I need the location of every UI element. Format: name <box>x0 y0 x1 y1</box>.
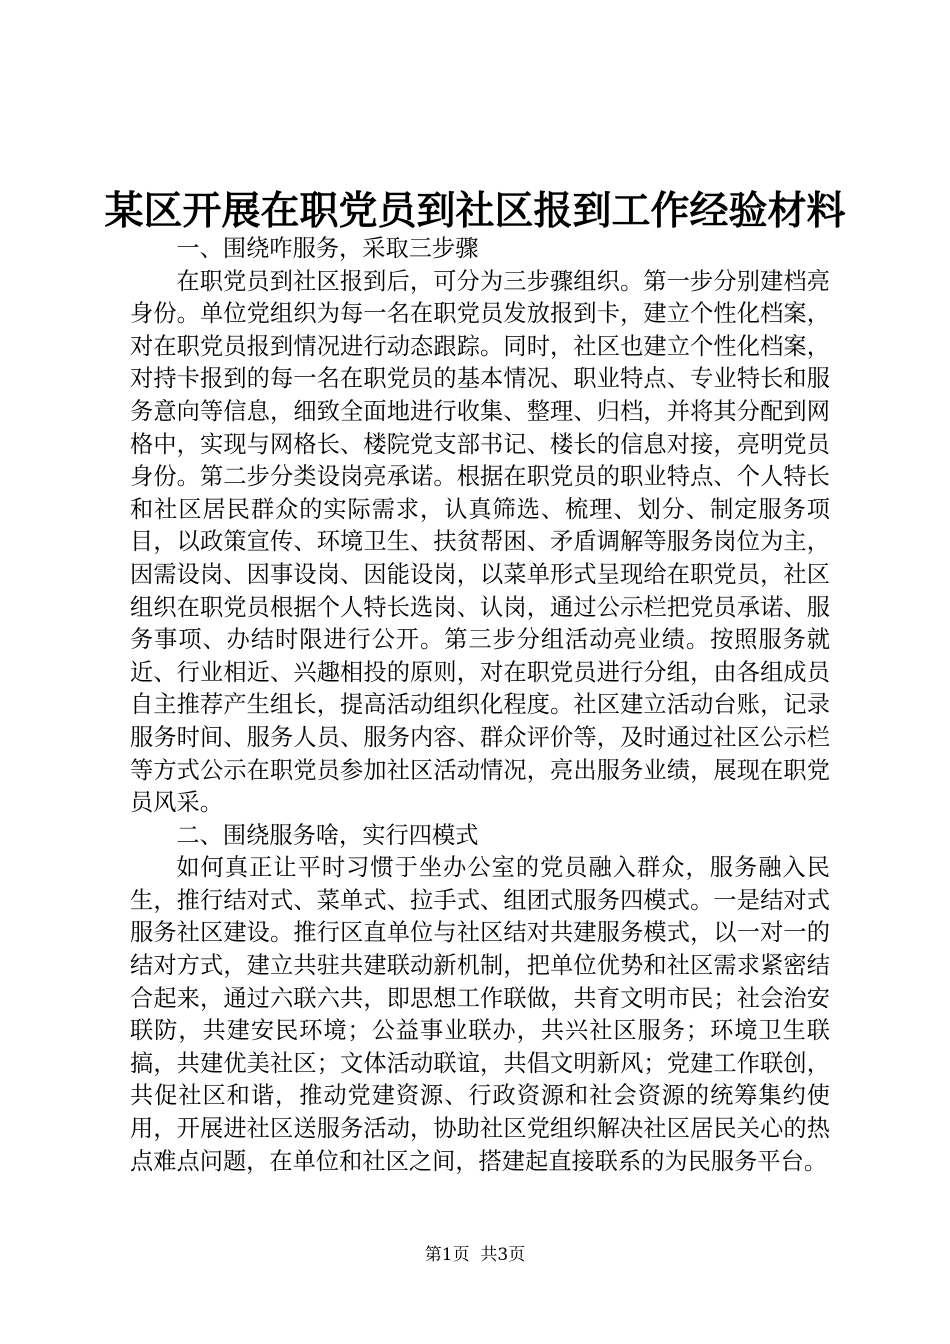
section-paragraph-2: 如何真正让平时习惯于坐办公室的党员融入群众，服务融入民生，推行结对式、菜单式、拉手式、组团式服务四模式。一是结对式服务社区建设。推行区直单位与社区结对共建服务模式，以一对一的结对方式，建立共驻共建联动新机制，把单位优势和社区需求紧密结合起来，通过六联六共，即思想工作联做，共育文明市民；社会治安联防，共建安民环境；公益事业联办，共兴社区服务；环境卫生联搞，共建优美社区；文体活动联谊，共倡文明新风；党建工作联创，共促社区和谐，推动党建资源、行政资源和社会资源的统筹集约使用，开展进社区送服务活动，协助社区党组织解决社区居民关心的热点难点问题，在单位和社区之间，搭建起直接联系的为民服务平台。 <box>130 854 830 1175</box>
document-body <box>130 233 830 1178</box>
page-number-current: 第1页 <box>424 1245 470 1265</box>
section-heading-2: 二、围绕服务啥，实行四模式 <box>176 821 479 849</box>
document-title: 某区开展在职党员到社区报到工作经验材料 <box>104 188 846 234</box>
section-heading-1: 一、围绕咋服务，采取三步骤 <box>176 235 479 262</box>
section-paragraph-1: 在职党员到社区报到后，可分为三步骤组织。第一步分别建档亮身份。单位党组织为每一名在职党员发放报到卡，建立个性化档案，对在职党员报到情况进行动态跟踪。同时，社区也建立个性化档案，对持卡报到的每一名在职党员的基本情况、职业特点、专业特长和服务意向等信息，细致全面地进行收集、整理、归档，并将其分配到网格中，实现与网格长、楼院党支部书记、楼长的信息对接，亮明党员身份。第二步分类设岗亮承诺。根据在职党员的职业特点、个人特长和社区居民群众的实际需求，认真筛选、梳理、划分、制定服务项目，以政策宣传、环境卫生、扶贫帮困、矛盾调解等服务岗位为主，因需设岗、因事设岗、因能设岗，以菜单形式呈现给在职党员，社区组织在职党员根据个人特长选岗、认岗，通过公示栏把党员承诺、服务事项、办结时限进行公开。第三步分组活动亮业绩。按照服务就近、行业相近、兴趣相投的原则，对在职党员进行分组，由各组成员自主推荐产生组长，提高活动组织化程度。社区建立活动台账，记录服务时间、服务人员、服务内容、群众评价等，及时通过社区公示栏等方式公示在职党员参加社区活动情况，亮出服务业绩，展现在职党员风采。 <box>130 267 830 817</box>
footer-spacer <box>470 1245 481 1265</box>
page-number-total: 共3页 <box>480 1245 526 1265</box>
page-footer <box>0 1244 950 1266</box>
